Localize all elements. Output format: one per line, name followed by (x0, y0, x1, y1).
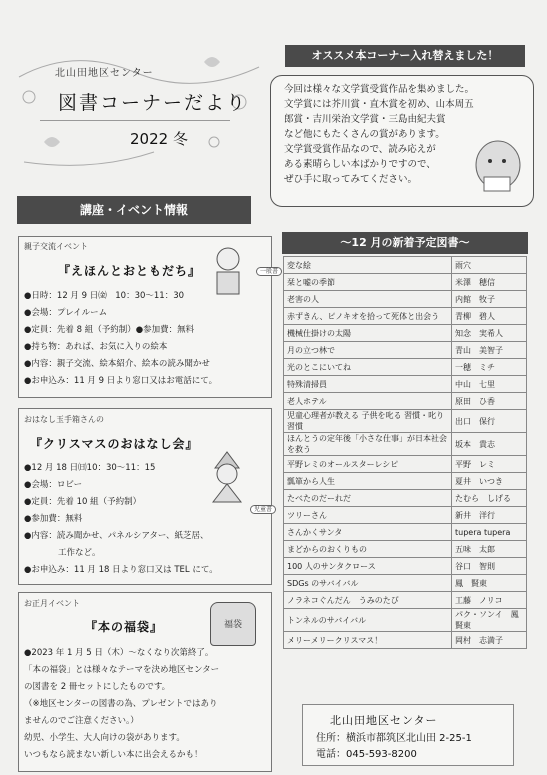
recommend-line: ある素晴らしい本ばかりですので、 (284, 159, 436, 170)
recommend-text (284, 82, 474, 187)
book-author: 坂本 貴志 (452, 433, 527, 456)
event1-line: ●持ち物：あれば、お気に入りの絵本 (24, 342, 168, 352)
book-author: 知念 実希人 (452, 325, 527, 342)
event3-category: お正月イベント (24, 599, 80, 608)
book-title: ノラネコぐんだん うみのたび (284, 592, 452, 609)
book-author: 平野 レミ (452, 456, 527, 473)
event3-line: の図書を 2 冊セットにしたものです。 (24, 682, 171, 692)
event1-line: ●日時：12 月 9 日㈮ 10：30～11：30 (24, 291, 185, 301)
book-row (284, 524, 527, 541)
new-books-banner: ～12 月の新着予定図書～ (282, 232, 528, 254)
recommend-line: 郎賞・吉川栄治文学賞・三島由紀夫賞 (284, 114, 446, 125)
event3-line: ませんのでご注意ください。） (24, 716, 139, 726)
book-title: 平野レミのオールスターレシピ (284, 456, 452, 473)
event3-line: （※地区センターの図書の為、プレゼントではあり (24, 699, 218, 709)
book-row (284, 257, 527, 274)
book-row (284, 433, 527, 456)
book-author: 出口 保行 (452, 410, 527, 433)
event2-line: ●定員：先着 10 組（予約制） (24, 497, 142, 507)
book-row (284, 507, 527, 524)
event2-line: ●参加費：無料 (24, 514, 83, 524)
book-row (284, 359, 527, 376)
book-title: メリーメリークリスマス！ (284, 632, 452, 649)
book-author: 一穂 ミチ (452, 359, 527, 376)
lucky-bag-illustration (210, 602, 256, 646)
event2-line: ●内容：読み聞かせ、パネルシアター、紙芝居、 (24, 531, 209, 541)
book-title: 瓢箪から人生 (284, 473, 452, 490)
book-title: 100 人のサンタクロース (284, 558, 452, 575)
book-row (284, 609, 527, 632)
book-title: 栞と嘘の季節 (284, 274, 452, 291)
book-row (284, 308, 527, 325)
event2-title: 『クリスマスのおはなし会』 (30, 437, 199, 451)
footer-address: 住所：横浜市都筑区北山田 2-25-1 (316, 733, 472, 744)
event2-category: おはなし玉手箱さんの (24, 415, 104, 424)
new-books-table (283, 256, 527, 649)
book-title: SDGs のサバイバル (284, 575, 452, 592)
book-row (284, 575, 527, 592)
book-row (284, 490, 527, 507)
recommend-line: など他にもたくさんの賞があります。 (284, 129, 445, 140)
book-title: 変な絵 (284, 257, 452, 274)
book-row (284, 410, 527, 433)
children-book-badge (250, 496, 276, 515)
book-row (284, 393, 527, 410)
event1-details (24, 288, 217, 390)
newsletter-year: 2022 冬 (130, 130, 188, 148)
event3-details (24, 645, 219, 764)
recommend-line: 文学賞には芥川賞・直木賞を初め、山本周五 (284, 99, 474, 110)
book-author: 鳳 賢東 (452, 575, 527, 592)
book-title: 特殊清掃員 (284, 376, 452, 393)
book-row (284, 342, 527, 359)
book-title: 老害の人 (284, 291, 452, 308)
event1-line: ●会場：プレイルーム (24, 308, 108, 318)
event3-line: 幼児、小学生、大人向けの袋があります。 (24, 733, 185, 743)
book-author: 中山 七里 (452, 376, 527, 393)
event2-line: 工作など。 (24, 548, 101, 558)
lucky-bag-label: 福袋 (223, 620, 242, 630)
book-author: 米澤 穂信 (452, 274, 527, 291)
book-row (284, 456, 527, 473)
general-book-badge-label: 一般書 (256, 267, 282, 276)
book-author: 五味 太郎 (452, 541, 527, 558)
book-title: 老人ホテル (284, 393, 452, 410)
recommend-banner: オススメ本コーナー入れ替えました！ (285, 45, 525, 67)
book-author: 雨穴 (452, 257, 527, 274)
event2-line: ●お申込み：11 月 18 日より窓口又は TEL にて。 (24, 565, 218, 575)
book-row (284, 632, 527, 649)
reading-character-illustration (470, 135, 525, 200)
child-with-book-illustration (208, 244, 248, 299)
recommend-line: 文学賞受賞作品なので、読み応えが (284, 144, 436, 155)
events-banner: 講座・イベント情報 (17, 196, 251, 224)
book-row (284, 541, 527, 558)
book-row (284, 274, 527, 291)
recommend-line: 今回は様々な文学賞受賞作品を集めました。 (284, 84, 475, 95)
book-author: 岡村 志満子 (452, 632, 527, 649)
book-title: たべたのだーれだ (284, 490, 452, 507)
book-title: さんかくサンタ (284, 524, 452, 541)
event1-line: ●お申込み：11 月 9 日より窓口又はお電話にて。 (24, 376, 218, 386)
event3-title: 『本の福袋』 (85, 620, 164, 634)
book-row (284, 291, 527, 308)
book-author: 原田 ひ香 (452, 393, 527, 410)
book-title: 月の立つ林で (284, 342, 452, 359)
book-author: 夏井 いつき (452, 473, 527, 490)
book-author: 谷口 智則 (452, 558, 527, 575)
book-author: 内館 牧子 (452, 291, 527, 308)
center-name: 北山田地区センター (55, 68, 154, 79)
book-author: tupera tupera (452, 524, 527, 541)
book-title: 赤ずきん、ピノキオを拾って死体と出会う (284, 308, 452, 325)
book-row (284, 592, 527, 609)
event3-line: 「本の福袋」とは様々なテーマを決め地区センター (24, 665, 220, 675)
book-title: 光のとこにいてね (284, 359, 452, 376)
book-row (284, 376, 527, 393)
event3-line: ●2023 年 1 月 5 日（木）～なくなり次第終了。 (24, 648, 214, 658)
event1-line: ●定員：先着 8 組（予約制）●参加費：無料 (24, 325, 195, 335)
book-title: ツリーさん (284, 507, 452, 524)
title-underline (40, 120, 230, 121)
general-book-badge (256, 258, 282, 277)
book-title: 児童心理者が教える 子供を叱る 習慣・叱り習慣 (284, 410, 452, 433)
book-author: たむら しげる (452, 490, 527, 507)
santa-girl-illustration (205, 450, 250, 505)
book-title: ほんとうの定年後「小さな仕事」が日本社会を救う (284, 433, 452, 456)
recommend-line: ぜひ手に取ってみてください。 (284, 174, 418, 185)
book-row (284, 473, 527, 490)
event1-category: 親子交流イベント (24, 242, 88, 251)
event2-line: ●会場：ロビー (24, 480, 83, 490)
book-row (284, 558, 527, 575)
book-title: 機械仕掛けの太陽 (284, 325, 452, 342)
event1-title: 『えほんとおともだち』 (58, 264, 202, 278)
footer-phone: 電話：045-593-8200 (316, 749, 417, 760)
event1-line: ●内容：親子交流、絵本紹介、絵本の読み聞かせ (24, 359, 210, 369)
book-author: 工藤 ノリコ (452, 592, 527, 609)
event2-line: ●12 月 18 日㈰10：30～11：15 (24, 463, 156, 473)
newsletter-title: 図書コーナーだより (58, 92, 248, 114)
book-title: まどからのおくりもの (284, 541, 452, 558)
book-author: 青柳 碧人 (452, 308, 527, 325)
footer-center-name: 北山田地区センター (330, 714, 438, 727)
event2-details (24, 460, 218, 579)
book-author: 青山 美智子 (452, 342, 527, 359)
book-author: パク・ソンイ 鳳賢東 (452, 609, 527, 632)
book-row (284, 325, 527, 342)
event3-line: いつもなら読まない新しい本に出会えるかも！ (24, 750, 203, 760)
book-title: トンネルのサバイバル (284, 609, 452, 632)
children-book-badge-label: 児童書 (250, 505, 276, 514)
book-author: 新井 洋行 (452, 507, 527, 524)
